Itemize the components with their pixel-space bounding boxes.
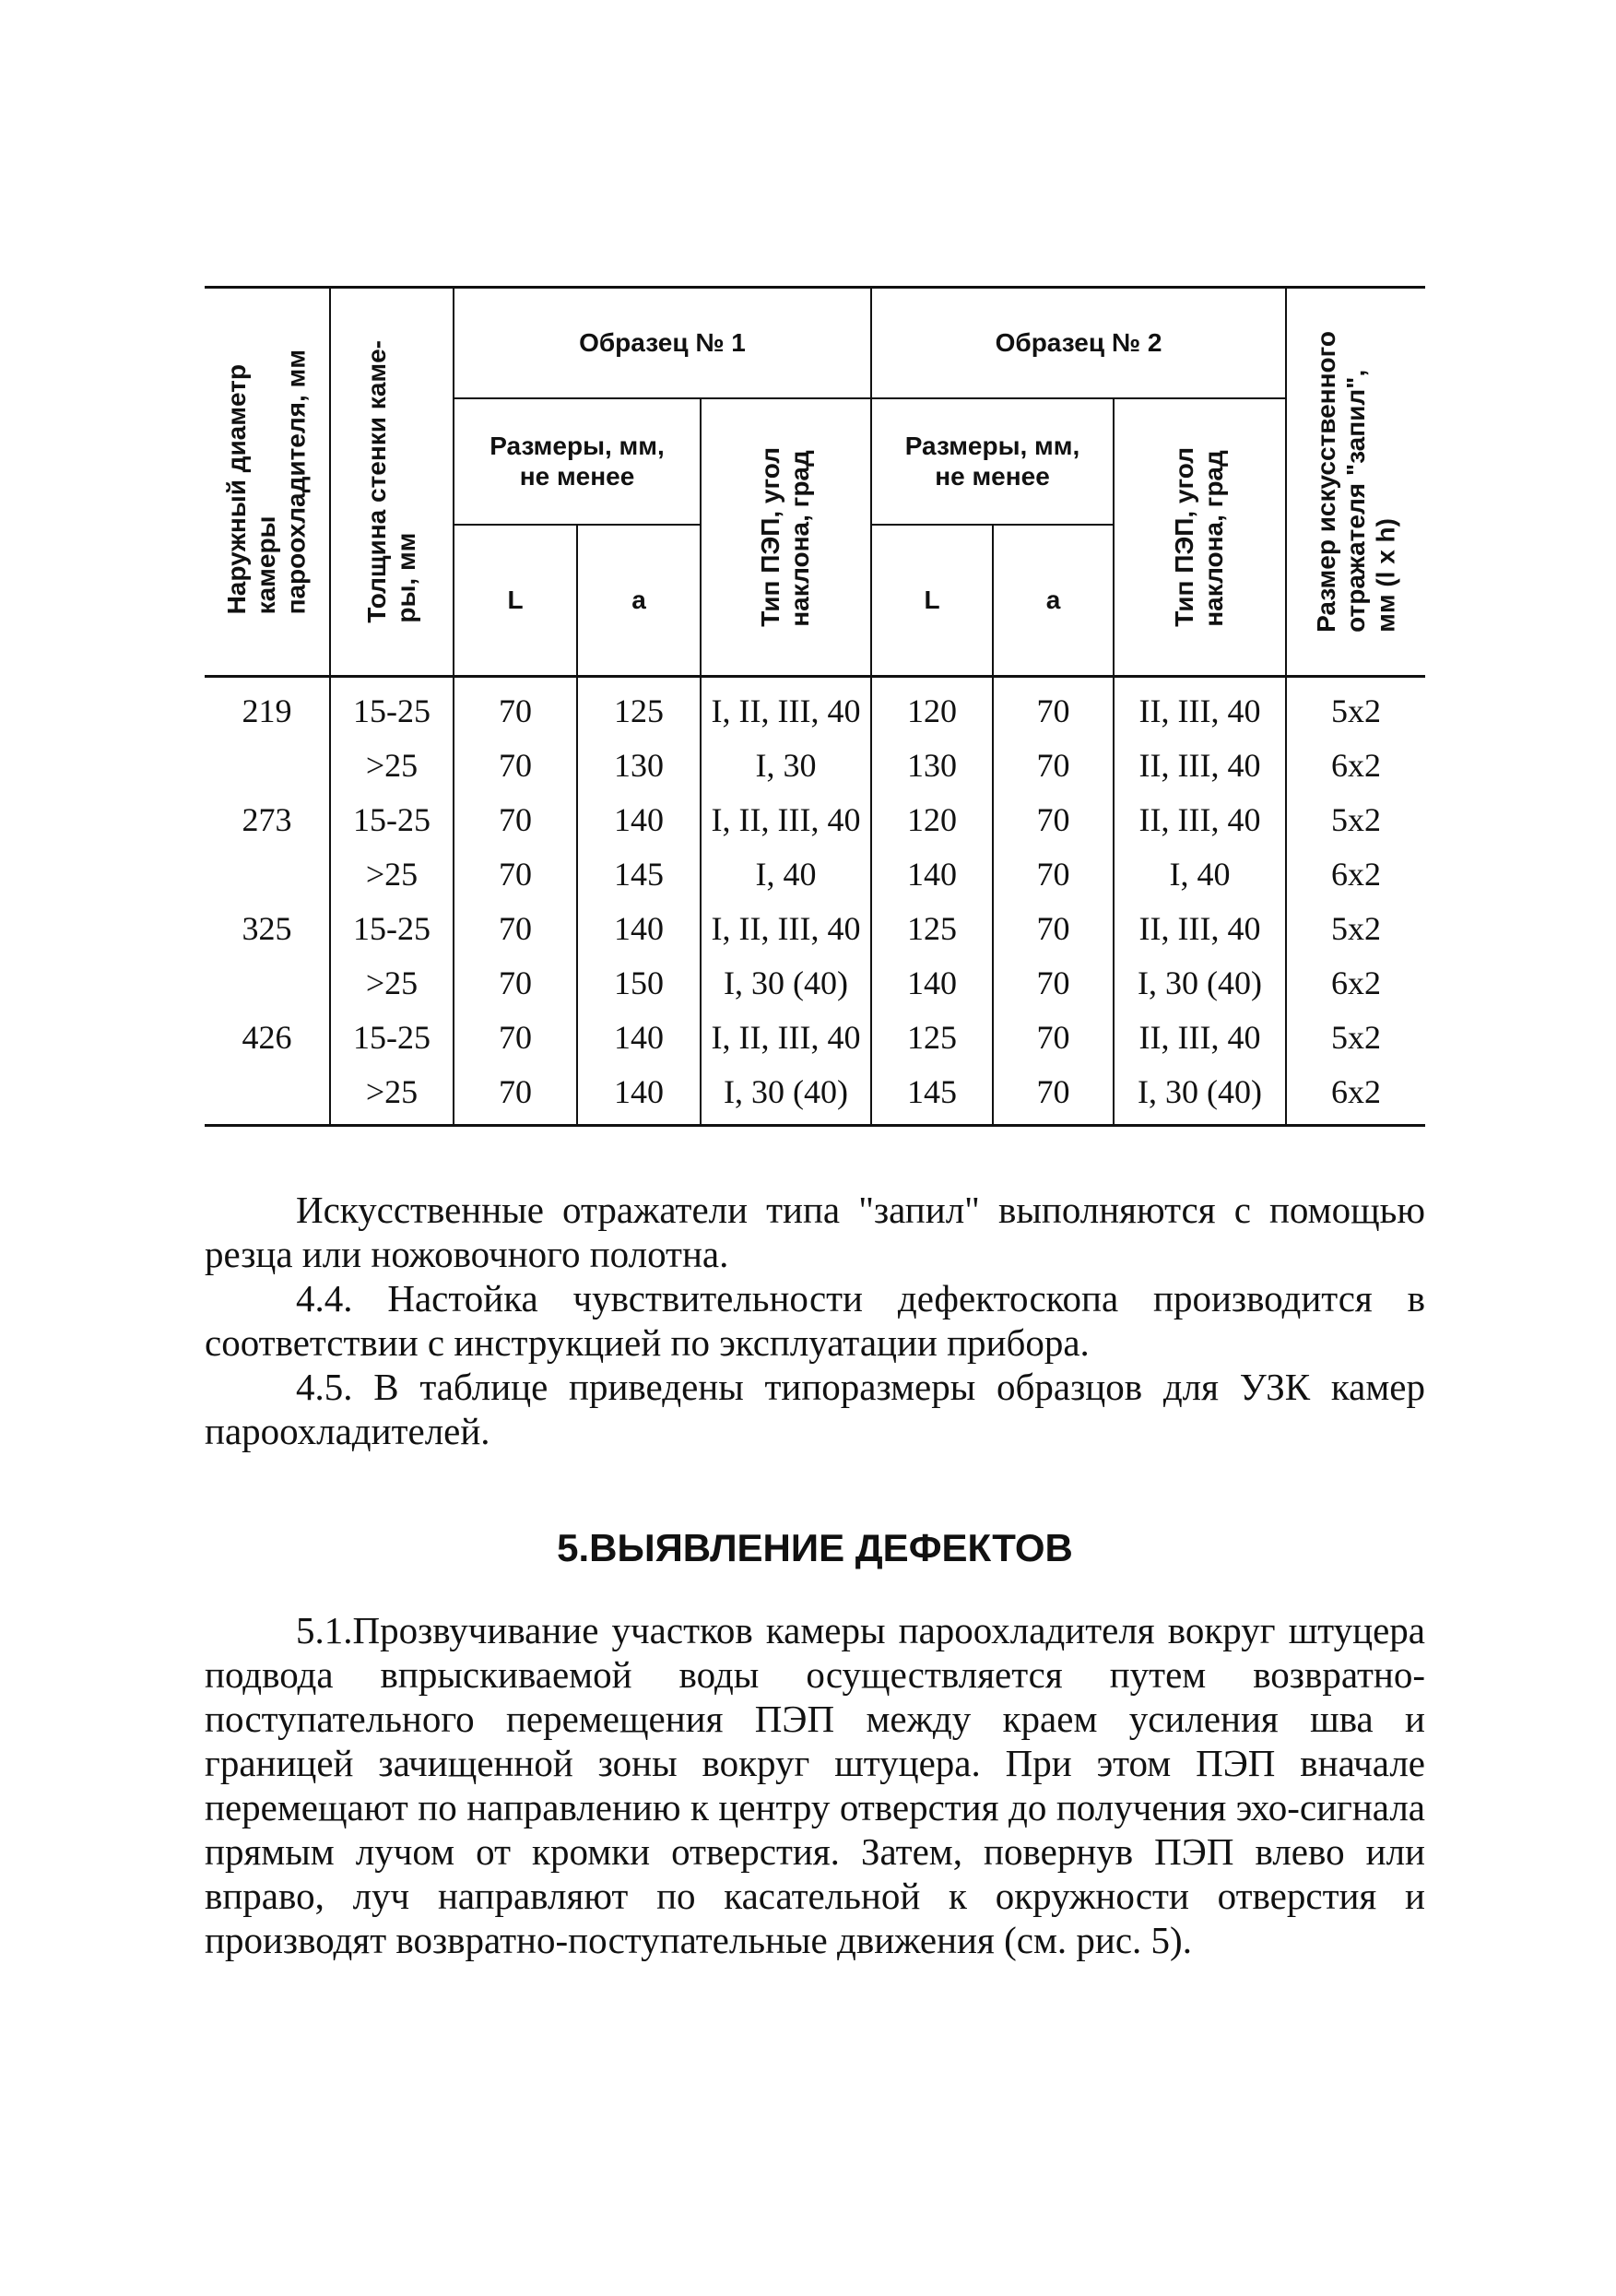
cell-s2-L: 125 — [871, 901, 993, 955]
table-row — [205, 1010, 1425, 1064]
sample-sizes-table-container — [205, 286, 1425, 1127]
cell-s1-a: 130 — [577, 738, 701, 792]
cell-s1-L: 70 — [454, 1010, 577, 1064]
cell-s1-a: 140 — [577, 1064, 701, 1126]
cell-s1-pep: I, 30 (40) — [701, 1064, 871, 1126]
cell-s1-L: 70 — [454, 738, 577, 792]
cell-s2-L: 130 — [871, 738, 993, 792]
cell-s2-L: 140 — [871, 846, 993, 901]
cell-diameter: 219 — [205, 677, 330, 739]
header-sample-2-pep-type: Тип ПЭП, угол наклона, град — [1114, 398, 1286, 677]
header-sample-2: Образец № 2 — [871, 288, 1286, 399]
cell-thickness: >25 — [330, 846, 454, 901]
cell-s2-pep: II, III, 40 — [1114, 792, 1286, 846]
cell-s1-L: 70 — [454, 846, 577, 901]
header-wall-thickness: Толщина стенки каме- ры, мм — [330, 288, 454, 677]
cell-s2-pep: II, III, 40 — [1114, 1010, 1286, 1064]
cell-diameter: 273 — [205, 792, 330, 846]
table-row — [205, 738, 1425, 792]
cell-s1-L: 70 — [454, 1064, 577, 1126]
table-row — [205, 792, 1425, 846]
header-sample-1-a: a — [577, 525, 701, 677]
cell-s2-pep: I, 30 (40) — [1114, 955, 1286, 1010]
header-sample-2-a: a — [993, 525, 1114, 677]
cell-diameter — [205, 738, 330, 792]
cell-thickness: 15-25 — [330, 677, 454, 739]
cell-s2-a: 70 — [993, 792, 1114, 846]
cell-s1-pep: I, 30 — [701, 738, 871, 792]
cell-s1-L: 70 — [454, 677, 577, 739]
cell-s2-a: 70 — [993, 1010, 1114, 1064]
header-sample-1: Образец № 1 — [454, 288, 871, 399]
section-heading: 5.ВЫЯВЛЕНИЕ ДЕФЕКТОВ — [557, 1526, 1073, 1569]
cell-s1-a: 145 — [577, 846, 701, 901]
cell-reflector: 5x2 — [1286, 792, 1425, 846]
table-row — [205, 846, 1425, 901]
table-row — [205, 901, 1425, 955]
cell-reflector: 5x2 — [1286, 1010, 1425, 1064]
cell-s2-L: 140 — [871, 955, 993, 1010]
cell-diameter: 426 — [205, 1010, 330, 1064]
header-sample-1-dimensions: Размеры, мм, не менее — [454, 398, 701, 525]
table-row — [205, 677, 1425, 739]
table-header — [205, 288, 1425, 677]
header-outer-diameter: Наружный диаметр камеры пароохладителя, мм — [205, 288, 330, 677]
paragraph-reflectors: Искусственные отражатели типа "запил" выполняются с помощью резца или ножовочного полотна. — [205, 1189, 1425, 1275]
paragraph-5-1: 5.1.Прозвучивание участков камеры пароохладителя вокруг штуцера подвода впрыскиваемой воды осуществляется путем возвратно-поступательного перемещения ПЭП между краем усиления шва и границей зачищенной зоны вокруг штуцера. При этом ПЭП вначале перемещают по направлению к центру отверстия до получения эхо-сигнала прямым лучом от кромки отверстия. Затем, повернув ПЭП влево или вправо, луч направляют по касательной к окружности отверстия и производят возвратно-поступательные движения (см. рис. 5). — [205, 1609, 1425, 1961]
cell-reflector: 6x2 — [1286, 846, 1425, 901]
paragraph-4-4: 4.4. Настойка чувствительности дефектоскопа производится в соответствии с инструкцией по эксплуатации прибора. — [205, 1277, 1425, 1364]
cell-s2-L: 120 — [871, 792, 993, 846]
cell-s1-pep: I, II, III, 40 — [701, 677, 871, 739]
cell-thickness: >25 — [330, 738, 454, 792]
cell-s1-pep: I, 40 — [701, 846, 871, 901]
cell-s2-pep: I, 30 (40) — [1114, 1064, 1286, 1126]
cell-s2-pep: II, III, 40 — [1114, 738, 1286, 792]
cell-s2-a: 70 — [993, 901, 1114, 955]
cell-s1-pep: I, II, III, 40 — [701, 792, 871, 846]
cell-s2-pep: II, III, 40 — [1114, 677, 1286, 739]
cell-s2-a: 70 — [993, 738, 1114, 792]
cell-s2-L: 145 — [871, 1064, 993, 1126]
cell-diameter: 325 — [205, 901, 330, 955]
cell-s2-a: 70 — [993, 677, 1114, 739]
cell-s2-pep: II, III, 40 — [1114, 901, 1286, 955]
cell-s1-pep: I, 30 (40) — [701, 955, 871, 1010]
header-sample-2-dimensions: Размеры, мм, не менее — [871, 398, 1114, 525]
cell-s1-a: 140 — [577, 901, 701, 955]
cell-thickness: 15-25 — [330, 792, 454, 846]
header-sample-1-pep-type: Тип ПЭП, угол наклона, град — [701, 398, 871, 677]
table-row — [205, 1064, 1425, 1126]
cell-s1-a: 125 — [577, 677, 701, 739]
sample-sizes-table — [205, 286, 1425, 1127]
table-body — [205, 677, 1425, 1126]
cell-thickness: >25 — [330, 1064, 454, 1126]
cell-s2-a: 70 — [993, 1064, 1114, 1126]
cell-s1-a: 140 — [577, 1010, 701, 1064]
cell-thickness: >25 — [330, 955, 454, 1010]
cell-s1-pep: I, II, III, 40 — [701, 1010, 871, 1064]
cell-thickness: 15-25 — [330, 1010, 454, 1064]
cell-s1-a: 140 — [577, 792, 701, 846]
cell-reflector: 5x2 — [1286, 677, 1425, 739]
cell-s2-pep: I, 40 — [1114, 846, 1286, 901]
header-sample-1-L: L — [454, 525, 577, 677]
cell-reflector: 6x2 — [1286, 955, 1425, 1010]
cell-diameter — [205, 846, 330, 901]
paragraph-4-5: 4.5. В таблице приведены типоразмеры образцов для УЗК камер пароохладителей. — [205, 1366, 1425, 1452]
cell-diameter — [205, 1064, 330, 1126]
table-row — [205, 955, 1425, 1010]
cell-s2-L: 125 — [871, 1010, 993, 1064]
cell-s1-L: 70 — [454, 792, 577, 846]
cell-s1-L: 70 — [454, 901, 577, 955]
header-reflector-size: Размер искусственного отражателя "запил", мм (l x h) — [1286, 288, 1425, 677]
cell-reflector: 6x2 — [1286, 738, 1425, 792]
cell-s1-L: 70 — [454, 955, 577, 1010]
cell-s1-pep: I, II, III, 40 — [701, 901, 871, 955]
cell-diameter — [205, 955, 330, 1010]
cell-reflector: 5x2 — [1286, 901, 1425, 955]
cell-s1-a: 150 — [577, 955, 701, 1010]
cell-s2-L: 120 — [871, 677, 993, 739]
header-sample-2-L: L — [871, 525, 993, 677]
cell-s2-a: 70 — [993, 955, 1114, 1010]
cell-s2-a: 70 — [993, 846, 1114, 901]
cell-reflector: 6x2 — [1286, 1064, 1425, 1126]
cell-thickness: 15-25 — [330, 901, 454, 955]
